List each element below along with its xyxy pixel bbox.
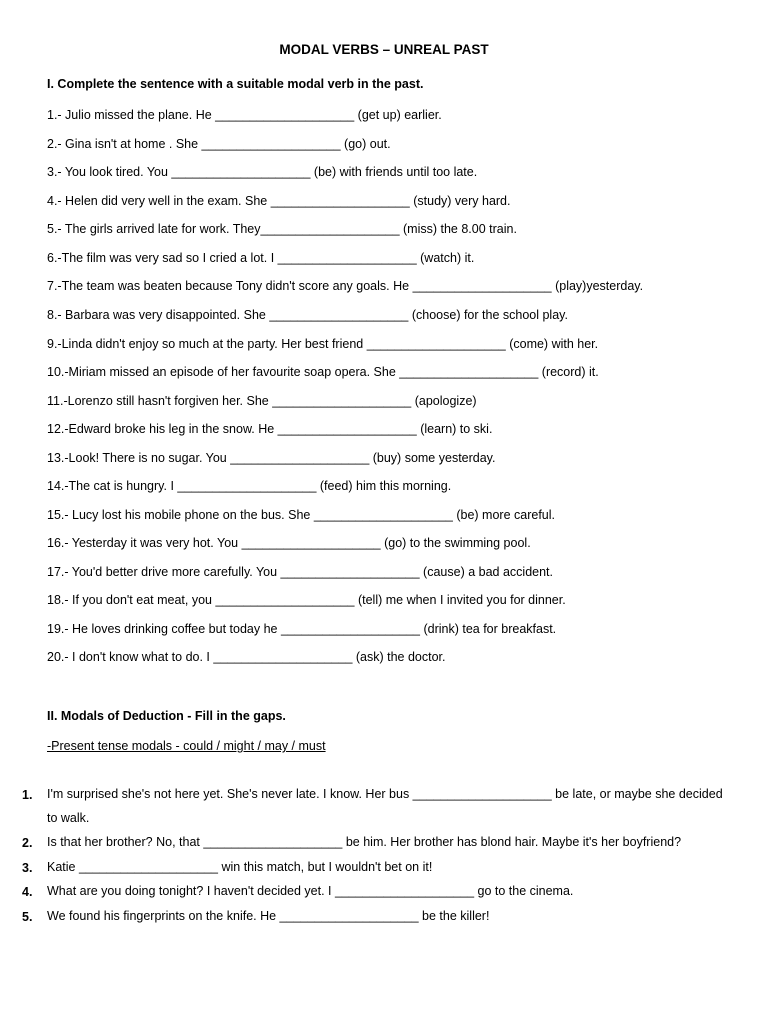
exercise-1-item: 1.- Julio missed the plane. He ____________________ (get up) earlier.: [47, 108, 442, 122]
exercise-2-number: 2.: [22, 836, 33, 850]
exercise-1-item: 13.-Look! There is no sugar. You ____________________ (buy) some yesterday.: [47, 451, 496, 465]
exercise-1-item: 11.-Lorenzo still hasn't forgiven her. She ____________________ (apologize): [47, 394, 477, 408]
exercise-1-item: 6.-The film was very sad so I cried a lot. I ____________________ (watch) it.: [47, 251, 475, 265]
exercise-2-item: We found his fingerprints on the knife. He ____________________ be the killer!: [47, 909, 490, 923]
exercise-2-item: I'm surprised she's not here yet. She's never late. I know. Her bus ____________________ be late, or maybe she decided to walk.: [47, 787, 723, 825]
exercise-1-item: 7.-The team was beaten because Tony didn't score any goals. He ____________________ (play)yesterday.: [47, 279, 644, 293]
page-title: MODAL VERBS – UNREAL PAST: [279, 42, 489, 57]
exercise-1-item: 15.- Lucy lost his mobile phone on the bus. She ____________________ (be) more careful.: [47, 508, 555, 522]
exercise-1-item: 20.- I don't know what to do. I ____________________ (ask) the doctor.: [47, 650, 446, 664]
exercise-1-item: 17.- You'd better drive more carefully. You ____________________ (cause) a bad accident.: [47, 565, 553, 579]
exercise-1-item: 9.-Linda didn't enjoy so much at the party. Her best friend ____________________ (come) with her.: [47, 337, 599, 351]
exercise-1-item: 2.- Gina isn't at home . She ____________________ (go) out.: [47, 137, 391, 151]
exercise-2-item: Is that her brother? No, that ____________________ be him. Her brother has blond hair. Maybe it's her boyfriend?: [47, 835, 682, 849]
exercise-2-number: 3.: [22, 861, 33, 875]
exercise-1-item: 3.- You look tired. You ____________________ (be) with friends until too late.: [47, 165, 478, 179]
exercise-1-item: 5.- The girls arrived late for work. They____________________ (miss) the 8.00 train.: [47, 222, 517, 236]
exercise-2-number: 1.: [22, 788, 33, 802]
exercise-2-number: 5.: [22, 910, 33, 924]
exercise-1-item: 4.- Helen did very well in the exam. She ____________________ (study) very hard.: [47, 194, 511, 208]
exercise-1-item: 8.- Barbara was very disappointed. She ____________________ (choose) for the school play.: [47, 308, 568, 322]
exercise-2-item: Katie ____________________ win this match, but I wouldn't bet on it!: [47, 860, 433, 874]
exercise-1-item: 18.- If you don't eat meat, you ____________________ (tell) me when I invited you for dinner.: [47, 593, 566, 607]
section-2-heading: II. Modals of Deduction - Fill in the gaps.: [47, 709, 286, 723]
exercise-1-item: 12.-Edward broke his leg in the snow. He ____________________ (learn) to ski.: [47, 422, 493, 436]
exercise-1-item: 19.- He loves drinking coffee but today he ____________________ (drink) tea for breakfast.: [47, 622, 557, 636]
exercise-2-item: What are you doing tonight? I haven't decided yet. I ____________________ go to the cinema.: [47, 884, 574, 898]
exercise-1-item: 14.-The cat is hungry. I ____________________ (feed) him this morning.: [47, 479, 452, 493]
exercise-1-item: 10.-Miriam missed an episode of her favourite soap opera. She ____________________ (record) it.: [47, 365, 599, 379]
exercise-1-item: 16.- Yesterday it was very hot. You ____________________ (go) to the swimming pool.: [47, 536, 531, 550]
section-1-heading: I. Complete the sentence with a suitable modal verb in the past.: [47, 77, 424, 91]
exercise-2-number: 4.: [22, 885, 33, 899]
section-2-subheading: -Present tense modals - could / might / may / must: [47, 739, 326, 753]
